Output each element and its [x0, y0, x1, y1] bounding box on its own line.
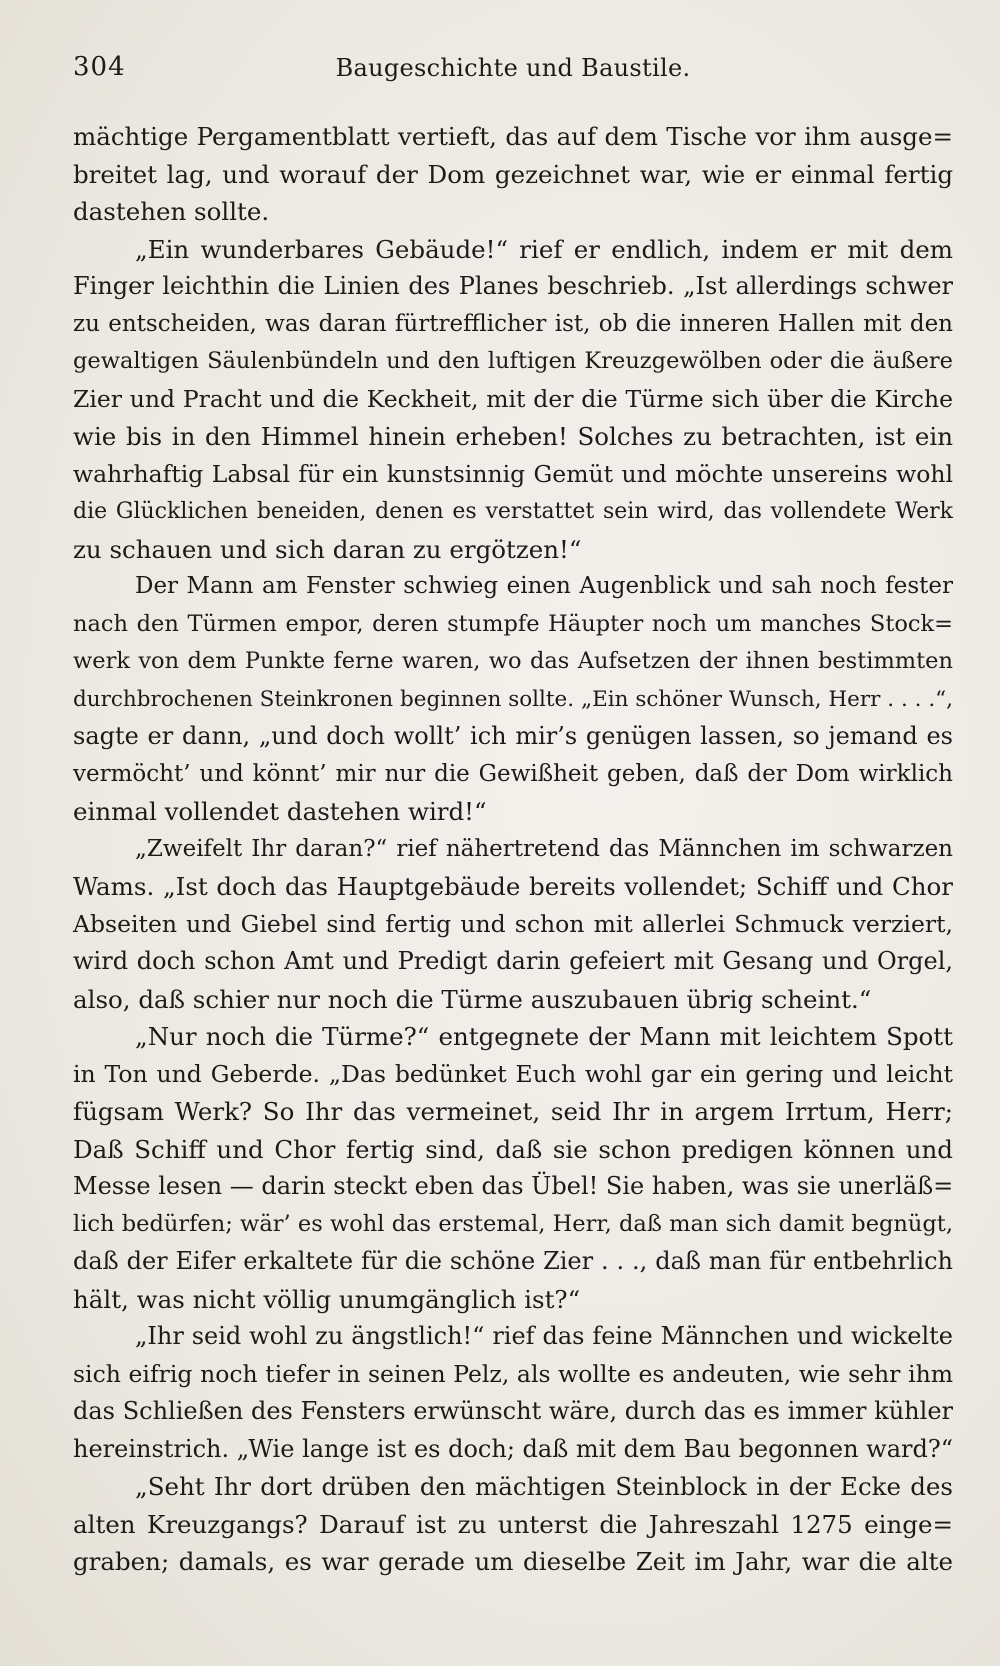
text-line: werk von dem Punkte ferne waren, wo das Aufsetzen der ihnen bestimmten	[73, 648, 953, 674]
text-line: durchbrochenen Steinkronen beginnen sollte. „Ein schöner Wunsch, Herr . . . .“,	[73, 686, 953, 712]
text-line: Messe lesen — darin steckt eben das Übel! Sie haben, was sie unerläß=	[73, 1172, 954, 1200]
text-line: Abseiten und Giebel sind fertig und schon mit allerlei Schmuck verziert,	[73, 909, 953, 938]
paragraph-first-line: „Ihr seid wohl zu ängstlich!“ rief das feine Männchen und wickelte	[135, 1322, 953, 1350]
text-line: lich bedürfen; wär’ es wohl das erstemal, Herr, daß man sich damit begnügt,	[73, 1210, 953, 1237]
text-line: wie bis in den Himmel hinein erheben! Solches zu betrachten, ist ein	[73, 422, 953, 451]
text-line: zu entscheiden, was daran fürtrefflicher ist, ob die inneren Hallen mit den	[73, 310, 953, 337]
text-line: dastehen sollte.	[73, 197, 270, 226]
text-line: sich eifrig noch tiefer in seinen Pelz, als wollte es andeuten, wie sehr ihm	[73, 1359, 953, 1388]
text-line: Wams. „Ist doch das Hauptgebäude bereits vollendet; Schiff und Chor	[73, 872, 953, 901]
text-line: hält, was nicht völlig unumgänglich ist?“	[73, 1284, 581, 1314]
running-title: Baugeschichte und Baustile.	[335, 54, 691, 82]
paragraph-first-line: „Nur noch die Türme?“ entgegnete der Mann mit leichtem Spott	[135, 1022, 953, 1051]
text-line: einmal vollendet dastehen wird!“	[73, 797, 487, 826]
text-line: sagte er dann, „und doch wollt’ ich mir’s genügen lassen, so jemand es	[73, 722, 953, 750]
text-line: also, daß schier nur noch die Türme auszubauen übrig scheint.“	[73, 984, 872, 1014]
text-line: mächtige Pergamentblatt vertieft, das auf dem Tische vor ihm ausge=	[73, 122, 953, 151]
text-line: daß der Eifer erkaltete für die schöne Zier . . ., daß man für entbehrlich	[73, 1247, 953, 1275]
text-line: die Glücklichen beneiden, denen es verstattet sein wird, das vollendete Werk	[73, 499, 953, 524]
paragraph-first-line: „Ein wunderbares Gebäude!“ rief er endlich, indem er mit dem	[135, 234, 953, 264]
text-line: breitet lag, und worauf der Dom gezeichnet war, wie er einmal fertig	[73, 159, 953, 189]
text-line: in Ton und Geberde. „Das bedünket Euch wohl gar ein gering und leicht	[73, 1059, 953, 1088]
body-text	[73, 118, 953, 1581]
text-line: wahrhaftig Labsal für ein kunstsinnig Gemüt und möchte unsereins wohl	[73, 459, 953, 488]
text-line: hereinstrich. „Wie lange ist es doch; daß mit dem Bau begonnen ward?“	[73, 1434, 953, 1463]
text-line: vermöcht’ und könnt’ mir nur die Gewißheit geben, daß der Dom wirklich	[73, 760, 953, 787]
text-line: nach den Türmen empor, deren stumpfe Häupter noch um manches Stock=	[73, 610, 953, 637]
text-line: das Schließen des Fensters erwünscht wäre, durch das es immer kühler	[73, 1397, 953, 1425]
text-line: gewaltigen Säulenbündeln und den luftigen Kreuzgewölben oder die äußere	[73, 348, 953, 374]
text-line: alten Kreuzgangs? Darauf ist zu unterst die Jahreszahl 1275 einge=	[73, 1509, 953, 1539]
text-line: Daß Schiff und Chor fertig sind, daß sie schon predigen können und	[73, 1134, 953, 1164]
text-line: Finger leichthin die Linien des Planes beschrieb. „Ist allerdings schwer	[73, 272, 953, 300]
text-line: wird doch schon Amt und Predigt darin gefeiert mit Gesang und Orgel,	[73, 947, 953, 975]
running-head	[73, 52, 953, 86]
paragraph-first-line: „Zweifelt Ihr daran?“ rief nähertretend das Männchen im schwarzen	[135, 835, 953, 862]
text-line: graben; damals, es war gerade um dieselbe Zeit im Jahr, war die alte	[73, 1547, 953, 1576]
text-line: fügsam Werk? So Ihr das vermeinet, seid Ihr in argem Irrtum, Herr;	[73, 1097, 953, 1126]
text-line: zu schauen und sich daran zu ergötzen!“	[73, 534, 582, 564]
text-line: Zier und Pracht und die Keckheit, mit der die Türme sich über die Kirche	[73, 384, 953, 413]
page-number: 304	[73, 52, 126, 82]
paragraph-first-line: „Seht Ihr dort drüben den mächtigen Steinblock in der Ecke des	[135, 1472, 953, 1501]
paragraph-first-line: Der Mann am Fenster schwieg einen Augenblick und sah noch fester	[135, 573, 953, 599]
